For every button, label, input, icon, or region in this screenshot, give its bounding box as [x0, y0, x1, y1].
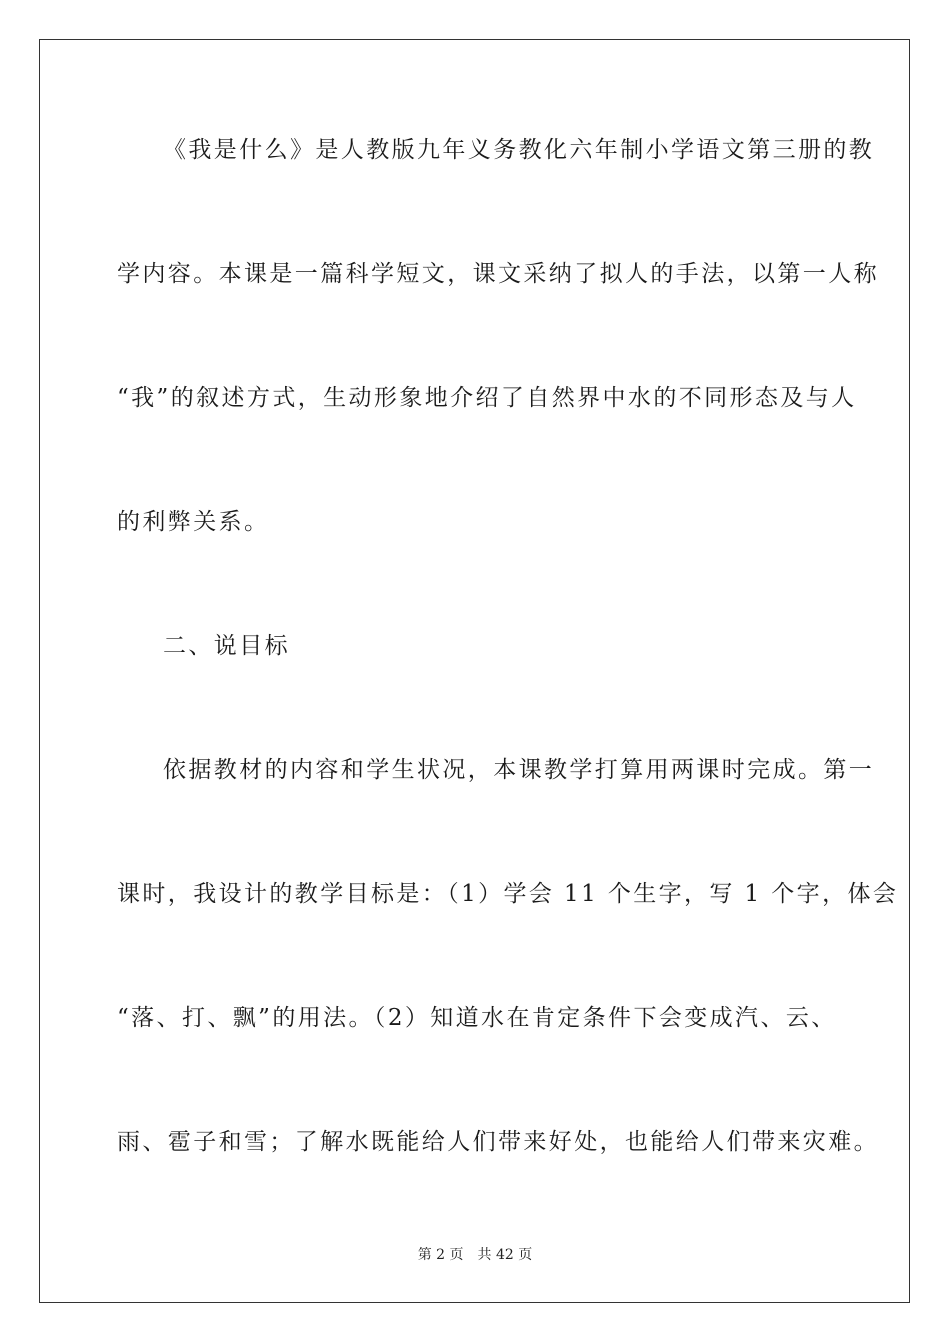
- paragraph-line-7: “落、打、飘”的用法。（2）知道水在肯定条件下会变成汽、云、: [117, 1005, 837, 1031]
- paragraph-line-8: 雨、雹子和雪；了解水既能给人们带来好处，也能给人们带来灾难。: [117, 1129, 879, 1155]
- paragraph-line-2: 学内容。本课是一篇科学短文，课文采纳了拟人的手法，以第一人称: [117, 261, 879, 287]
- paragraph-line-4: 的利弊关系。: [117, 509, 270, 535]
- page-frame: [39, 39, 910, 1303]
- paragraph-line-5: 依据教材的内容和学生状况，本课教学打算用两课时完成。第一: [163, 757, 875, 783]
- paragraph-line-3: “我”的叙述方式，生动形象地介绍了自然界中水的不同形态及与人: [117, 385, 857, 411]
- paragraph-line-6: 课时，我设计的教学目标是：（1）学会 11 个生字，写 1 个字，体会: [117, 881, 899, 907]
- paragraph-line-1: 《我是什么》是人教版九年义务教化六年制小学语文第三册的教: [163, 137, 875, 163]
- section-heading: 二、说目标: [163, 633, 290, 659]
- page-number: 第 2 页: [417, 1247, 464, 1263]
- page-total: 共 42 页: [477, 1247, 533, 1263]
- page-footer: [0, 1245, 950, 1265]
